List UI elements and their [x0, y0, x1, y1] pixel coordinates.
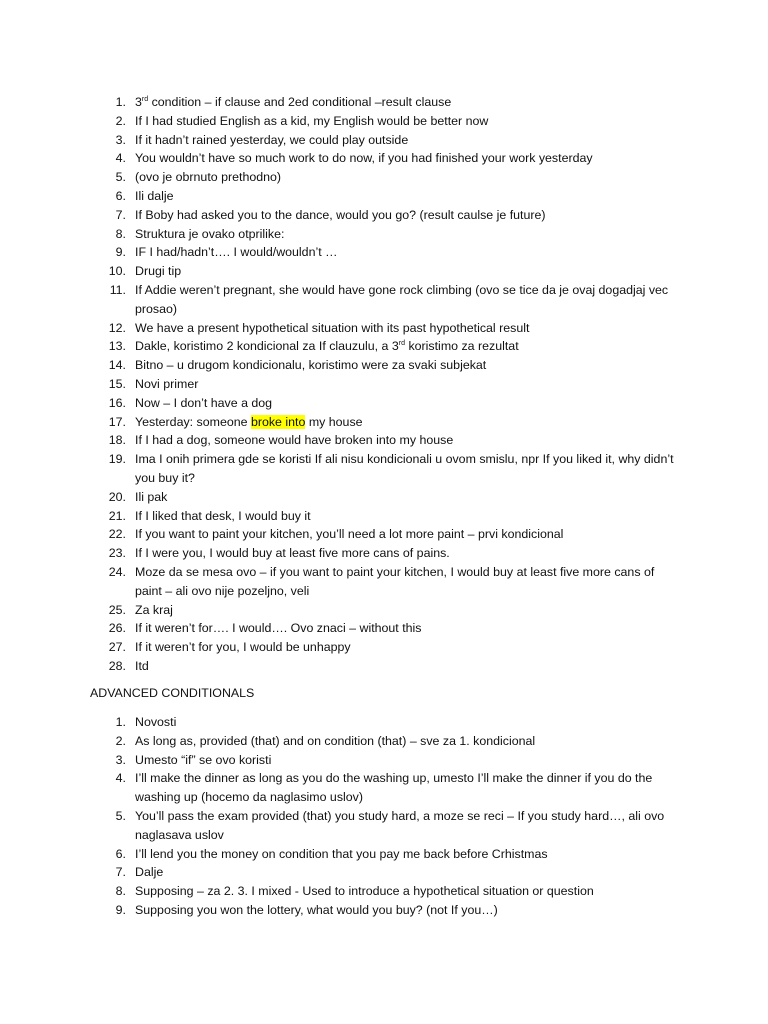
list-item-number: 4.: [115, 771, 126, 786]
list-item-text: [135, 339, 519, 353]
highlighted-text: broke into: [250, 414, 306, 429]
list-item-text: I’ll lend you the money on condition that you pay me back before Crhistmas: [135, 846, 548, 861]
list-item: [0, 563, 768, 601]
list-item-number: 19.: [108, 452, 126, 467]
list-item: [0, 732, 768, 751]
list-item: [0, 619, 768, 638]
list-item-number: 11.: [109, 282, 126, 297]
list-item-number: 9.: [115, 902, 126, 917]
list-item-text: If I had studied English as a kid, my English would be better now: [135, 113, 489, 128]
list-item-number: 8.: [115, 226, 126, 241]
list-item-text: Ima I onih primera gde se koristi If ali nisu kondicionali u ovom smislu, npr If you liked it, why didn’t you buy it?: [135, 452, 674, 485]
list-item: [0, 225, 768, 244]
list-item: [0, 544, 768, 563]
list-item-number: 13.: [108, 339, 126, 354]
advanced-conditionals-list: [0, 713, 768, 920]
list-item: [0, 319, 768, 338]
list-item: [0, 337, 768, 356]
list-item-text: [135, 95, 451, 109]
list-item-text: If you want to paint your kitchen, you’ll need a lot more paint – prvi kondicional: [135, 527, 564, 542]
list-item-text: I’ll make the dinner as long as you do the washing up, umesto I’ll make the dinner if you do the washing up (hocemo da naglasimo uslov): [135, 771, 653, 805]
list-item-text: If it weren’t for you, I would be unhappy: [135, 640, 351, 655]
list-item-text: If I liked that desk, I would buy it: [135, 508, 311, 523]
list-item-number: 6.: [115, 846, 126, 861]
list-item: [0, 863, 768, 882]
list-item-number: 22.: [108, 527, 126, 542]
list-item-text: If I had a dog, someone would have broken into my house: [135, 433, 454, 448]
superscript-text: rd: [398, 340, 406, 348]
list-item-text: If Boby had asked you to the dance, would you go? (result caulse je future): [135, 207, 546, 222]
list-item-number: 10.: [108, 264, 126, 279]
list-item-text: Itd: [135, 658, 149, 673]
list-item: [0, 845, 768, 864]
list-item-number: 26.: [108, 621, 126, 636]
list-item-number: 23.: [108, 546, 126, 561]
list-item: [0, 901, 768, 920]
list-item: [0, 450, 768, 488]
list-item-text: Drugi tip: [135, 264, 182, 279]
list-item-text: Za kraj: [135, 602, 173, 617]
list-item-number: 27.: [108, 640, 126, 655]
list-item-text: Novi primer: [135, 376, 199, 391]
list-item-number: 8.: [115, 884, 126, 899]
list-item-number: 24.: [108, 564, 126, 579]
list-item-number: 14.: [108, 358, 126, 373]
list-item-number: 7.: [115, 207, 126, 222]
list-item: [0, 657, 768, 676]
list-item-text: Now – I don’t have a dog: [135, 395, 273, 410]
list-item: [0, 394, 768, 413]
list-item-text: Ili dalje: [135, 188, 174, 203]
list-item: [0, 525, 768, 544]
conditionals-list: [0, 93, 768, 676]
list-item: [0, 638, 768, 657]
list-item: [0, 488, 768, 507]
list-item-text: Moze da se mesa ovo – if you want to paint your kitchen, I would buy at least five more cans of paint – ali ovo nije pozeljno, veli: [135, 564, 655, 598]
list-item-number: 6.: [115, 188, 126, 203]
list-item: [0, 601, 768, 620]
list-item-number: 16.: [108, 395, 126, 410]
list-item-text: If it weren’t for…. I would…. Ovo znaci – without this: [135, 621, 422, 636]
list-item-text: You wouldn’t have so much work to do now, if you had finished your work yesterday: [135, 151, 593, 166]
list-item-number: 7.: [115, 865, 126, 880]
text-segment: Yesterday: someone: [135, 414, 251, 429]
list-item-number: 9.: [115, 245, 126, 260]
list-item-number: 28.: [108, 658, 126, 673]
list-item: [0, 356, 768, 375]
list-item-text: You’ll pass the exam provided (that) you study hard, a moze se reci – If you study hard…, ali ovo naglasava uslov: [135, 808, 665, 842]
list-item: [0, 281, 768, 319]
list-item-number: 5.: [115, 170, 126, 185]
list-item-text: Novosti: [135, 715, 177, 729]
text-segment: condition – if clause and 2ed conditional –result clause: [148, 95, 452, 109]
list-item-number: 2.: [115, 733, 126, 748]
list-item-number: 25.: [108, 602, 126, 617]
list-item-number: 5.: [115, 808, 126, 823]
list-item-number: 1.: [115, 95, 126, 109]
list-item-text: We have a present hypothetical situation with its past hypothetical result: [135, 320, 530, 335]
list-item-text: As long as, provided (that) and on condition (that) – sve za 1. kondicional: [135, 733, 536, 748]
text-segment: Dakle, koristimo 2 kondicional za If clauzulu, a 3: [135, 339, 399, 354]
text-segment: 3: [135, 95, 142, 109]
list-item: [0, 882, 768, 901]
list-item: [0, 93, 768, 112]
list-item: [0, 262, 768, 281]
list-item-number: 15.: [108, 376, 126, 391]
list-item-text: [135, 415, 363, 429]
section-heading: ADVANCED CONDITIONALS: [90, 686, 255, 700]
list-item: [0, 243, 768, 262]
list-item-number: 18.: [108, 433, 126, 448]
list-item-text: Supposing – za 2. 3. I mixed - Used to introduce a hypothetical situation or question: [135, 884, 594, 899]
list-item-text: If Addie weren’t pregnant, she would have gone rock climbing (ovo se tice da je ovaj dogadjaj vec prosao): [135, 282, 669, 316]
list-item-number: 12.: [108, 320, 126, 335]
list-item-text: Umesto “if” se ovo koristi: [135, 752, 272, 767]
list-item-number: 1.: [115, 715, 126, 729]
list-item-text: If it hadn’t rained yesterday, we could play outside: [135, 132, 409, 147]
list-item-number: 20.: [108, 489, 126, 504]
list-item-text: IF I had/hadn’t…. I would/wouldn’t …: [135, 245, 338, 260]
list-item-text: If I were you, I would buy at least five more cans of pains.: [135, 546, 450, 561]
list-item-text: Bitno – u drugom kondicionalu, koristimo were za svaki subjekat: [135, 358, 487, 373]
text-segment: koristimo za rezultat: [405, 339, 519, 354]
list-item-number: 4.: [115, 151, 126, 166]
text-segment: my house: [305, 414, 363, 429]
list-item-text: Struktura je ovako otprilike:: [135, 226, 285, 241]
list-item: [0, 112, 768, 131]
list-item-number: 21.: [108, 508, 126, 523]
list-item: [0, 187, 768, 206]
list-item: [0, 769, 768, 807]
list-item: [0, 413, 768, 432]
list-item: [0, 375, 768, 394]
list-item: [0, 431, 768, 450]
list-item-text: Dalje: [135, 865, 164, 880]
list-item: [0, 131, 768, 150]
list-item-number: 17.: [108, 414, 126, 429]
list-item-text: Ili pak: [135, 489, 168, 504]
list-item: [0, 713, 768, 732]
list-item-number: 3.: [115, 132, 126, 147]
list-item: [0, 149, 768, 168]
superscript-text: rd: [141, 96, 149, 103]
list-item-number: 3.: [115, 752, 126, 767]
list-item-text: (ovo je obrnuto prethodno): [135, 170, 282, 185]
list-item: [0, 807, 768, 845]
list-item: [0, 168, 768, 187]
list-item-text: Supposing you won the lottery, what would you buy? (not If you…): [135, 902, 498, 917]
list-item-number: 2.: [115, 113, 126, 128]
list-item: [0, 751, 768, 770]
list-item: [0, 206, 768, 225]
list-item: [0, 507, 768, 526]
